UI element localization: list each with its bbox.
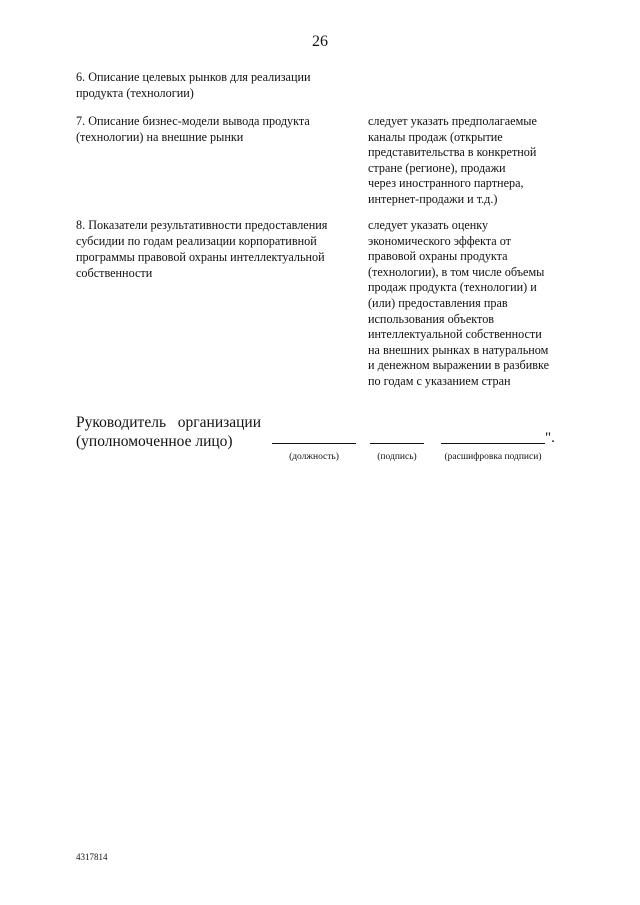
item-6-title: 6. Описание целевых рынков для реализации продукта (технологии) — [76, 70, 311, 100]
document-code: 4317814 — [76, 852, 108, 862]
name-line — [441, 443, 545, 444]
signature-line — [370, 443, 424, 444]
closing-mark: ". — [545, 430, 555, 446]
item-7-title: 7. Описание бизнес-модели вывода продукта (технологии) на внешние рынки — [76, 114, 310, 144]
position-line — [272, 443, 356, 444]
caption-signature: (подпись) — [377, 452, 417, 462]
signature-title-line2: (уполномоченное лицо) — [76, 433, 233, 450]
item-8-note: следует указать оценку экономического эффекта от правовой охраны продукта (технологии), в том числе объемы продаж продукта (технологии) и (или) предоставления прав использования объектов интеллектуальной собственности на внешних рынках в натуральном и денежном выражении в разбивке по годам с указанием стран — [368, 218, 550, 388]
signature-title — [76, 413, 261, 451]
caption-position: (должность) — [289, 452, 339, 462]
page-number: 26 — [312, 33, 328, 50]
item-8-title: 8. Показатели результативности предоставления субсидии по годам реализации корпоративной программы правовой охраны интеллектуальной собственности — [76, 218, 328, 280]
item-7-note: следует указать предполагаемые каналы продаж (открытие представительства в конкретной стране (регионе), продажи через иностранного партнера, интернет-продажи и т.д.) — [368, 114, 537, 206]
caption-name: (расшифровка подписи) — [444, 452, 542, 462]
signature-title-word1: Руководитель — [76, 414, 167, 431]
signature-title-word2: организации — [177, 414, 261, 431]
